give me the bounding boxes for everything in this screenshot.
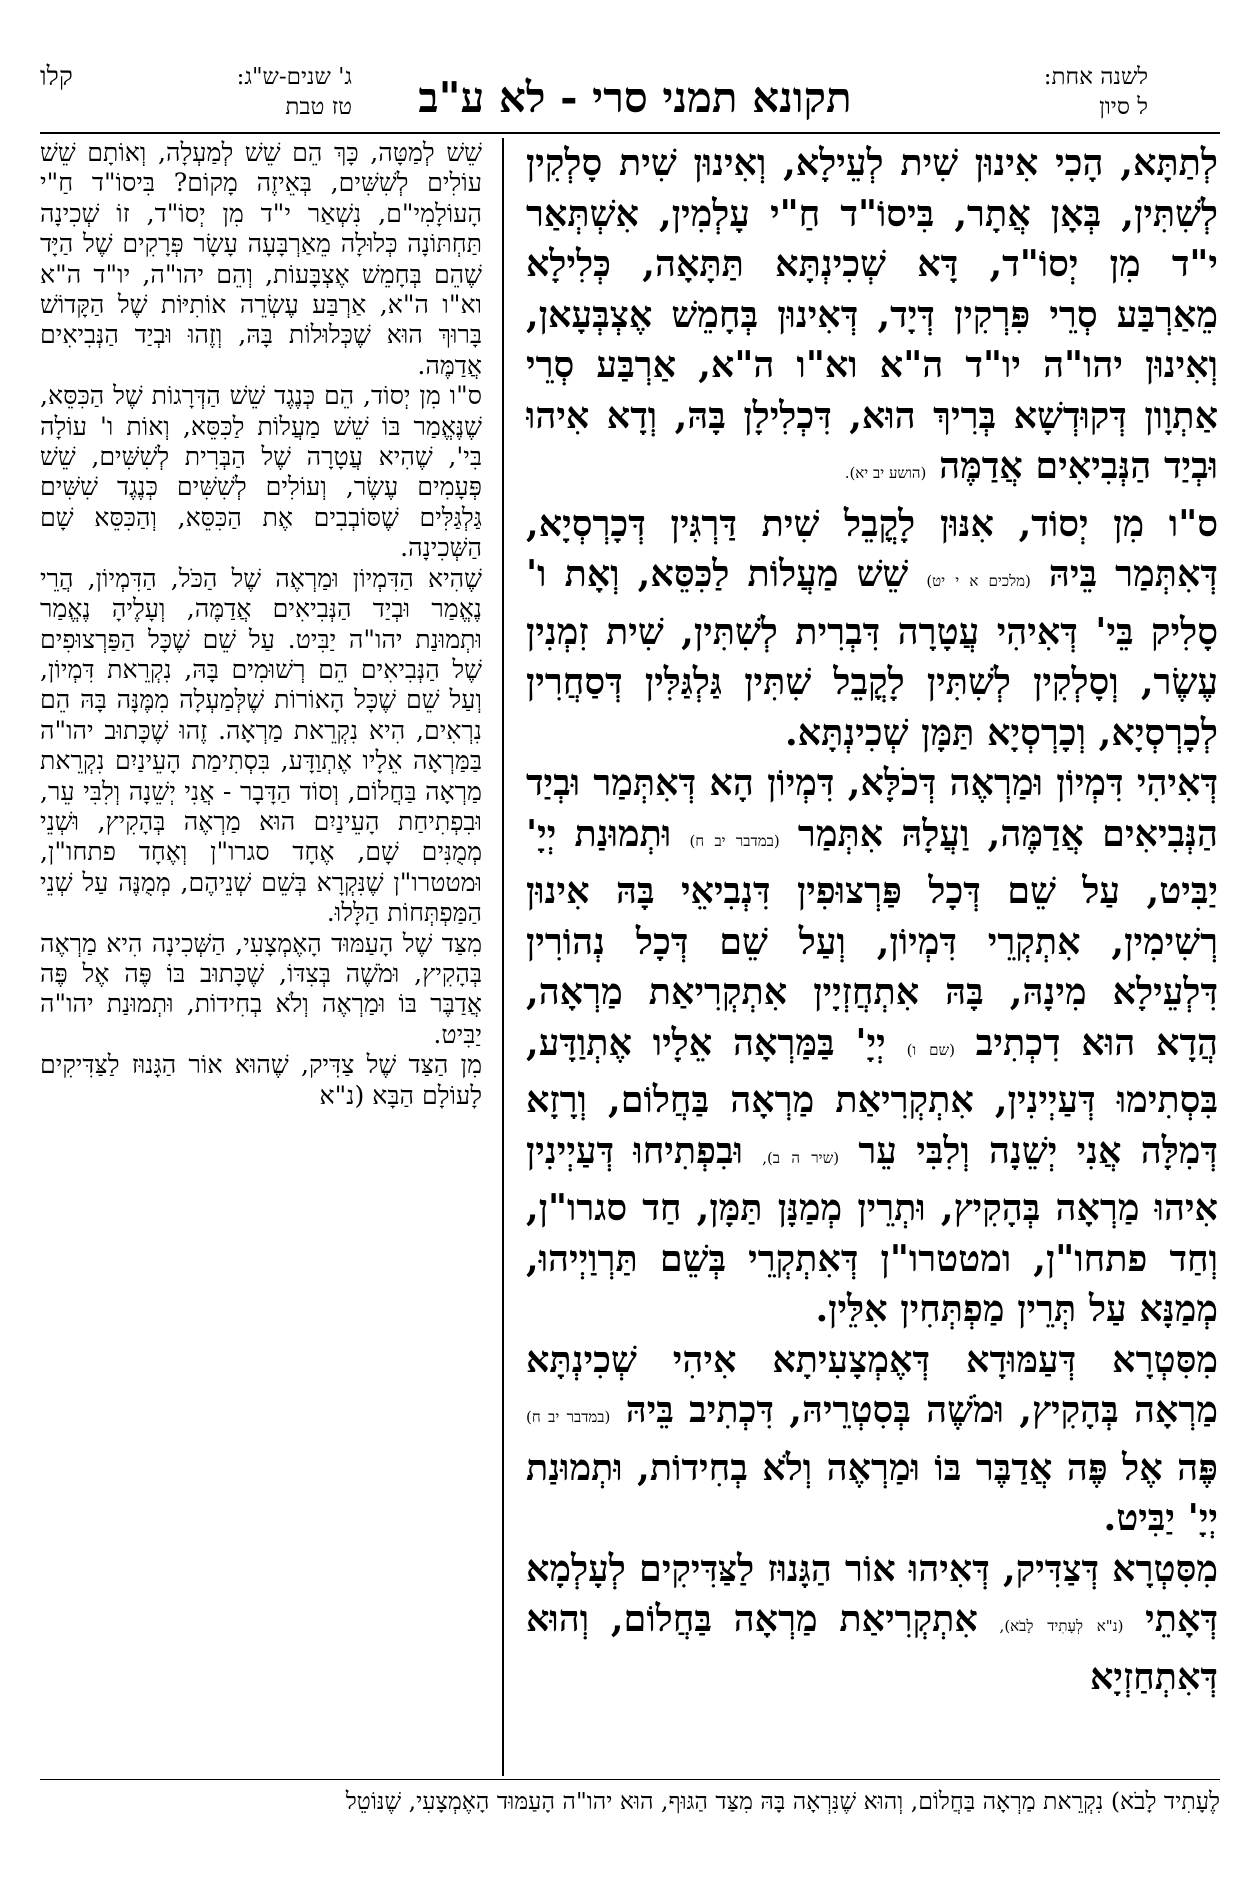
schedule-label-one-year: לשנה אחת: <box>1043 64 1148 90</box>
main-paragraph <box>526 499 1218 759</box>
source-reference: (במדבר יב ח) <box>526 1408 611 1426</box>
main-text: וּתְמוּנַת יְיָ' יַבִּיט, עַל שֵׁם דְּכָל פַּרְצוּפִין דִּנְבִיאֵי בָּהּ אִינוּן רְשִׁימִין, אִתְקְרֵי דִּמְיוֹן, וְעַל שֵׁם דְּכָל נְהוֹרִין דִּלְעֵילָא מִינָהּ, בָּהּ אִתְחֲזְיָין אִתְקְרִיאַת מַרְאָה, הֲדָא הוּא דִכְתִיב <box>526 811 1218 1064</box>
translation-paragraph: ס"ו מִן יְסוֹד, הֵם כְּנֶגֶד שֵׁשׁ הַדְּרָגוֹת שֶׁל הַכִּסֵּא, שֶׁנֶּאֱמַר בּוֹ שֵׁשׁ מַעֲלוֹת לַכִּסֵּא, וְאוֹת ו' עוֹלָה בִּי', שֶׁהִיא עֲטָרָה שֶׁל הַבְּרִית לְשִׁשִּׁים, שֵׁשׁ פְּעָמִים עֶשֶׂר, וְעוֹלִים לְשִׁשִּׁים כְּנֶגֶד שִׁשִּׁים גַּלְגַּלִּים שֶׁסּוֹבְבִים אֶת הַכִּסֵּא, וְהַכִּסֵּא שָׁם הַשְּׁכִינָה. <box>40 381 482 563</box>
schedule-label-three-years: ג' שנים-ש"ג: <box>236 64 352 90</box>
source-reference: (מלכים א י יט) <box>926 572 1031 590</box>
header-divider <box>40 132 1220 134</box>
translation-paragraph: שֶׁהִיא הַדִּמְיוֹן וּמַרְאֶה שֶׁל הַכֹּל, הַדִּמְיוֹן, הֲרֵי נֶאֱמַר וּבְיַד הַנְּבִיאִים אֲדַמֶּה, וְעָלֶיהָ נֶאֱמַר וּתְמוּנַת יהו"ה יַבִּיט. עַל שֵׁם שֶׁכָּל הַפַּרְצוּפִים שֶׁל הַנְּבִיאִים הֵם רְשׁוּמִים בָּהּ, נִקְרֵאת דִּמְיוֹן, וְעַל שֵׁם שֶׁכָּל הָאוֹרוֹת שֶׁלְּמַעְלָה מִמֶּנָּה בָּהּ הֵם נִרְאִים, הִיא נִקְרֵאת מַרְאָה. זֶהוּ שֶׁכָּתוּב יהו"ה בַּמַּרְאָה אֵלָיו אֶתְוַדָּע, בִּסְתִימַת הָעֵינַיִם נִקְרֵאת מַרְאָה בַּחֲלוֹם, וְסוֹד הַדָּבָר - אֲנִי יְשֵׁנָה וְלִבִּי עֵר, וּבִפְתִיחַת הָעֵינַיִם הוּא מַרְאֶה בְּהָקִיץ, וּשְׁנֵי מְמֻנִּים שָׁם, אֶחָד סגרו"ן וְאֶחָד פתחו"ן, וּמטטרו"ן שֶׁנִּקְרָא בְּשֵׁם שְׁנֵיהֶם, מְמֻנֶּה עַל שְׁנֵי הַמַּפְתְּחוֹת הַלָּלוּ. <box>40 563 482 928</box>
main-text: ס"ו מִן יְסוֹד, אִנּוּן לָקֳבֵל שִׁית דַּרְגִּין דְּכָרְסְיָא, דְּאִתְּמַר בֵּיהּ <box>526 501 1218 595</box>
main-text: מִסִּטְרָא דְּצַדִּיק, דְּאִיהוּ אוֹר הַגָּנוּז לַצַּדִּיקִים לְעָלְמָא דְּאָתֵי <box>526 1546 1218 1640</box>
source-reference: (שיר ה ב), <box>762 1148 840 1167</box>
main-text: אִתְקְרִיאַת מַרְאָה בַּחֲלוֹם, וְהוּא דְּאִתְחַזְיָא <box>526 1597 1218 1698</box>
main-paragraph <box>526 1335 1218 1544</box>
main-paragraph <box>526 138 1218 499</box>
main-paragraph <box>526 758 1218 1335</box>
source-reference: (שם ו) <box>906 1040 955 1059</box>
header-study-schedule-three-years <box>122 62 352 134</box>
schedule-date-three-years: טז טבת <box>285 94 352 120</box>
main-text: לְתַתָּא, הָכִי אִינוּן שִׁית לְעֵילָא, וְאִינוּן שִׁית סָלְקִין לְשִׁתִּין, בְּאָן אֲתָר, בִּיסוֹ"ד חַ"י עָלְמִין, אִשְׁתְּאַר י"ד מִן יְסוֹ"ד, דָּא שְׁכִינְתָּא תַּתָּאָה, כְּלִילָא מֵאַרְבַּע סְרֵי פִּרְקִין דְּיָד, דְּאִינוּן בְּחָמֵשׁ אֶצְבְּעָאן, וְאִינוּן יהו"ה יו"ד ה"א וא"ו ה"א, אַרְבַּע סְרֵי אַתְוָון דְּקוּדְשָׁא בְּרִיךְ הוּא, דִּכְלִילָן בָּהּ, וְדָא אִיהוּ וּבְיַד הַנְּבִיאִים אֲדַמֶּה <box>526 141 1218 487</box>
header-study-schedule-one-year <box>938 62 1148 134</box>
main-text: מִסִּטְרָא דְּעַמּוּדָא דְּאֶמְצָעִיתָא אִיהִי שְׁכִינְתָּא מַרְאָה בְּהָקִיץ, וּמֹשֶׁה בְּסִטְרֵיהּ, דִּכְתִיב בֵּיהּ <box>526 1337 1218 1431</box>
translation-paragraph: מִן הַצַּד שֶׁל צַדִּיק, שֶׁהוּא אוֹר הַגָּנוּז לַצַּדִּיקִים לָעוֹלָם הַבָּא (נ"א <box>40 1050 482 1110</box>
footer-divider <box>40 1779 1220 1780</box>
main-text: יְיָ' בַּמַּרְאָה אֵלָיו אֶתְוַדָּע, בִּסְתִימוּ דְּעַיְינִין, אִתְקְרִיאַת מַרְאָה בַּחֲלוֹם, וְרָזָא דְּמִלָּה אֲנִי יְשֵׁנָה וְלִבִּי עֵר <box>526 1020 1218 1172</box>
source-reference: (הושע יב יא). <box>844 464 927 482</box>
source-reference: (נ"א לְעָתִיד לָבֹא), <box>999 1617 1124 1635</box>
main-text-column <box>526 138 1218 1778</box>
continuation-line: לֶעָתִיד לָבֹא) נִקְרֵאת מַרְאָה בַּחֲלוֹם, וְהוּא שֶׁנִּרְאָה בָּהּ מִצַּד הַגּוּף, הוּא יהו"ה הָעַמּוּד הָאֶמְצָעִי, שֶׁנּוֹטֵל <box>345 1787 1220 1815</box>
page-title: תקונא תמני סרי - לא ע"ב <box>418 73 852 122</box>
column-divider <box>502 138 504 1776</box>
main-text: שֵׁשׁ מַעֲלוֹת לַכִּסֵּא, וְאָת ו' סָלִיק בֵּי' דְּאִיהִי עֲטָרָה דִּבְרִית לְשִׁתִּין, שִׁית זִמְנִין עֶשֶׂר, וְסָלְקִין לְשִׁתִּין לָקֳבֵל שִׁתִּין גַּלְגַּלִּין דְּסַחֲרִין לְכָרְסְיָא, וְכָרְסְיָא תַּמָּן שְׁכִינְתָּא. <box>526 552 1218 754</box>
translation-paragraph: מִצַּד שֶׁל הָעַמּוּד הָאֶמְצָעִי, הַשְּׁכִינָה הִיא מַרְאֶה בְּהָקִיץ, וּמֹשֶׁה בְּצִדּוֹ, שֶׁכָּתוּב בּוֹ פֶּה אֶל פֶּה אֲדַבֶּר בּוֹ וּמַרְאֶה וְלֹא בְחִידוֹת, וּתְמוּנַת יהו"ה יַבִּיט. <box>40 928 482 1049</box>
main-text: פֶּה אֶל פֶּה אֲדַבֶּר בּוֹ וּמַרְאֶה וְלֹא בְחִידוֹת, וּתְמוּנַת יְיָ' יַבִּיט. <box>526 1445 1218 1539</box>
source-reference: (במדבר יב ח) <box>689 831 780 850</box>
translation-paragraph: שֵׁשׁ לְמַטָּה, כָּךְ הֵם שֵׁשׁ לְמַעְלָה, וְאוֹתָם שֵׁשׁ עוֹלִים לְשִׁשִּׁים, בְּאֵיזֶה מָקוֹם? בִּיסוֹ"ד חַ"י הָעוֹלָמִי"ם, נִשְׁאַר י"ד מִן יְסוֹ"ד, זוֹ שְׁכִינָה תַּחְתּוֹנָה כְּלוּלָה מֵאַרְבָּעָה עָשָׂר פְּרָקִים שֶׁל הַיָּד שֶׁהֵם בְּחָמֵשׁ אֶצְבָּעוֹת, וְהֵם יהו"ה, יו"ד ה"א וא"ו ה"א, אַרְבַּע עֶשְׂרֵה אוֹתִיּוֹת שֶׁל הַקָּדוֹשׁ בָּרוּךְ הוּא שֶׁכְּלוּלוֹת בָּהּ, וְזֶהוּ וּבְיַד הַנְּבִיאִים אֲדַמֶּה. <box>40 138 482 380</box>
translation-column <box>40 138 482 1778</box>
main-text: דְּאִיהִי דִּמְיוֹן וּמַרְאֶה דְּכֹלָּא, דִּמְיוֹן הָא דְּאִתְּמַר וּבְיַד הַנְּבִיאִים אֲדַמֶּה, וַעֲלָהּ אִתְּמַר <box>526 761 1218 855</box>
schedule-date-one-year: ל סיון <box>1099 94 1148 120</box>
main-text: וּבִפְתִיחוּ דְּעַיְינִין אִיהוּ מַרְאָה בְּהָקִיץ, וּתְרֵין מְמַנָּן תַּמָּן, חַד סגרו"ן, וְחַד פתחו"ן, ומטטרו"ן דְּאִתְקְרֵי בְּשֵׁם תַּרְוַיְיהוּ, מְמַנָּא עַל תְּרֵין מַפְתְּחִין אִלֵּין. <box>526 1128 1218 1330</box>
main-paragraph <box>526 1544 1218 1703</box>
page-number: קלו <box>40 62 73 92</box>
